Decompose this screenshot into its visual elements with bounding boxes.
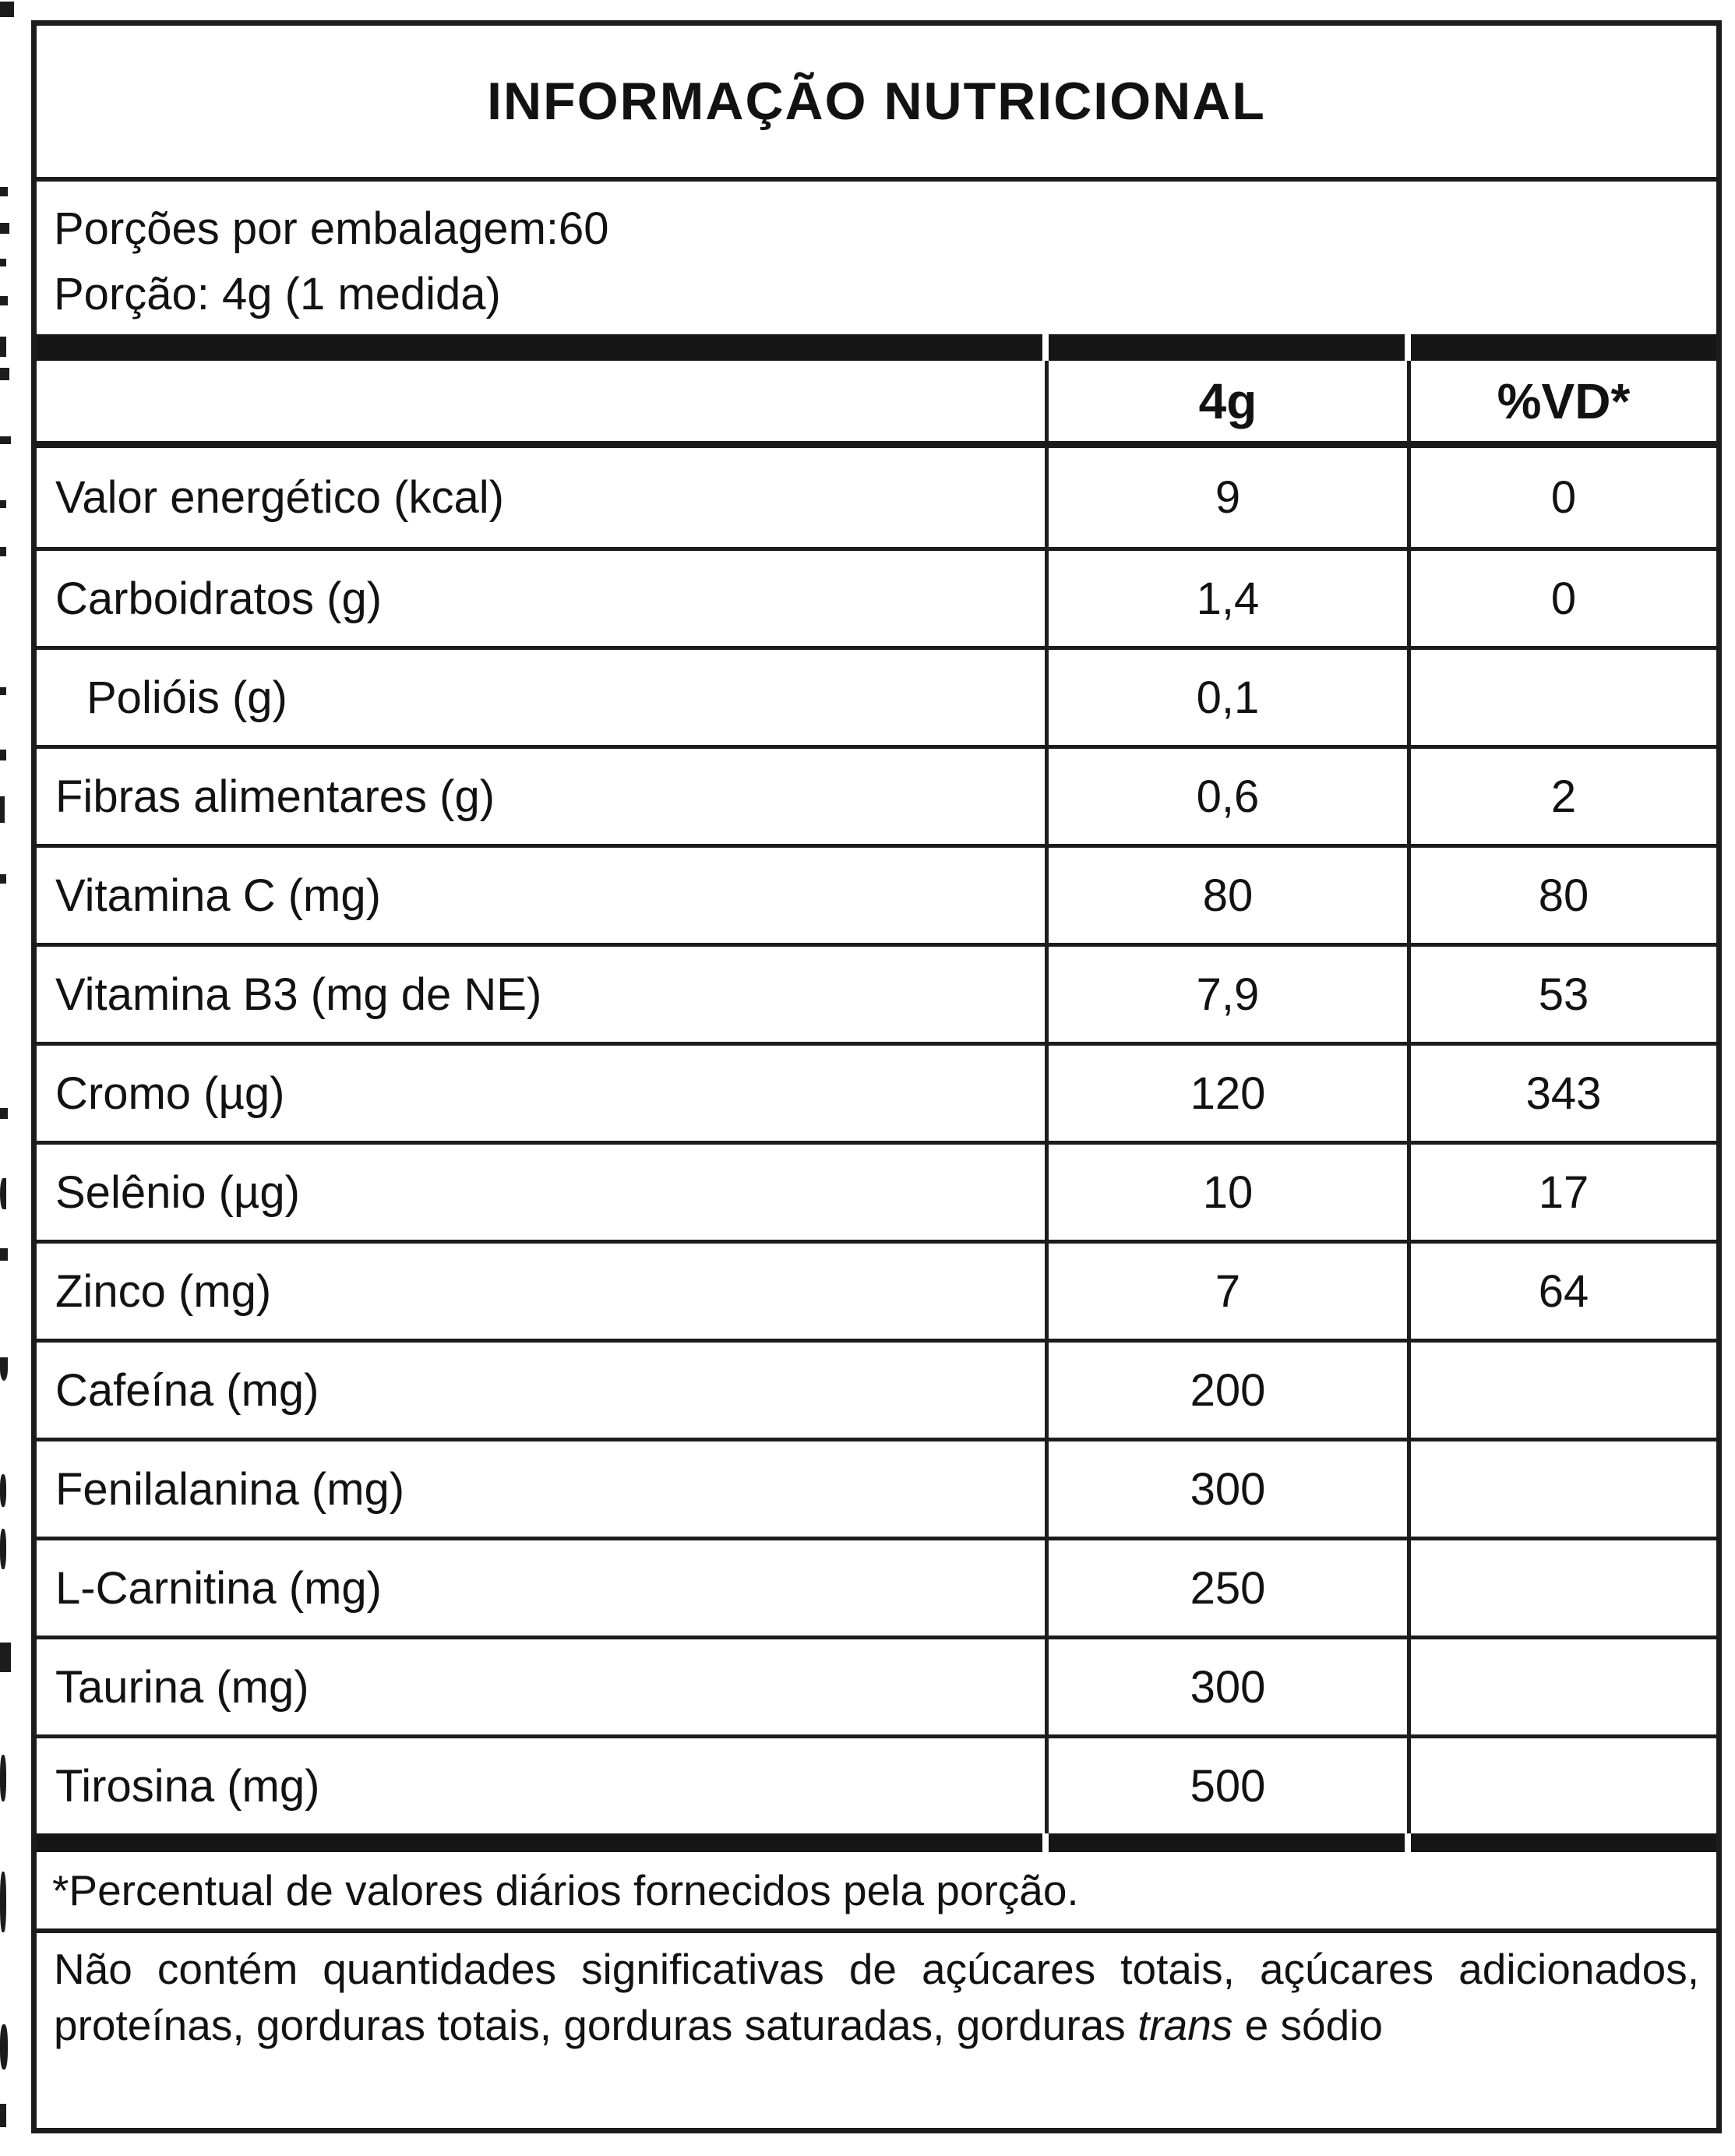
nutrient-amount: 7,9 xyxy=(1045,947,1407,1042)
nutrient-daily-value xyxy=(1407,1639,1716,1734)
table-row xyxy=(37,547,1716,646)
nutrient-name: L-Carnitina (mg) xyxy=(55,1562,382,1614)
nutrient-name: Selênio (µg) xyxy=(55,1166,300,1218)
nutrient-daily-value: 64 xyxy=(1407,1244,1716,1339)
nutrient-daily-value xyxy=(1407,1441,1716,1537)
table-row xyxy=(37,1734,1716,1833)
nutrient-name: Cromo (µg) xyxy=(55,1067,285,1119)
nutrition-facts-table xyxy=(31,20,1722,2133)
nutrient-name: Taurina (mg) xyxy=(55,1661,309,1713)
nutrient-rows xyxy=(37,448,1716,1833)
divider-slit xyxy=(1042,1833,1049,1852)
nutrient-daily-value: 0 xyxy=(1407,448,1716,547)
table-row xyxy=(37,1042,1716,1141)
serving-info-box xyxy=(37,182,1716,334)
thick-divider-top xyxy=(37,334,1716,361)
header-name-cell xyxy=(37,361,1045,441)
column-header-row xyxy=(37,361,1716,448)
table-row xyxy=(37,1636,1716,1734)
nutrient-daily-value: 2 xyxy=(1407,749,1716,844)
divider-slit xyxy=(1042,334,1049,361)
disclaimer-text-part2: e sódio xyxy=(1232,2001,1383,2049)
nutrient-daily-value xyxy=(1407,1738,1716,1833)
left-edge-print-artifacts xyxy=(0,0,23,2156)
insignificant-amounts-note xyxy=(37,1933,1716,2128)
table-row xyxy=(37,844,1716,943)
divider-slit xyxy=(1405,334,1411,361)
nutrient-name: Carboidratos (g) xyxy=(55,573,383,624)
nutrient-name: Tirosina (mg) xyxy=(55,1760,320,1812)
nutrient-daily-value xyxy=(1407,1540,1716,1636)
nutrient-amount: 0,6 xyxy=(1045,749,1407,844)
table-row xyxy=(37,646,1716,745)
nutrient-amount: 1,4 xyxy=(1045,551,1407,646)
nutrient-name: Fibras alimentares (g) xyxy=(55,771,495,822)
servings-per-package: Porções por embalagem:60 xyxy=(54,203,609,254)
nutrient-daily-value: 17 xyxy=(1407,1145,1716,1240)
nutrient-amount: 300 xyxy=(1045,1441,1407,1537)
nutrient-name: Fenilalanina (mg) xyxy=(55,1463,405,1515)
nutrient-name: Valor energético (kcal) xyxy=(55,472,504,523)
table-row xyxy=(37,1240,1716,1339)
table-row xyxy=(37,745,1716,844)
table-row xyxy=(37,1438,1716,1537)
nutrient-name: Vitamina C (mg) xyxy=(55,870,381,921)
table-row xyxy=(37,1141,1716,1240)
nutrient-amount: 120 xyxy=(1045,1046,1407,1141)
divider-slit xyxy=(1405,1833,1411,1852)
nutrient-amount: 7 xyxy=(1045,1244,1407,1339)
header-amount-cell: 4g xyxy=(1045,361,1407,441)
nutrient-name: Cafeína (mg) xyxy=(55,1364,319,1416)
nutrient-daily-value xyxy=(1407,1343,1716,1438)
nutrient-daily-value: 343 xyxy=(1407,1046,1716,1141)
table-row xyxy=(37,1339,1716,1438)
nutrient-amount: 0,1 xyxy=(1045,650,1407,745)
nutrient-amount: 10 xyxy=(1045,1145,1407,1240)
nutrient-amount: 80 xyxy=(1045,848,1407,943)
thick-divider-bottom xyxy=(37,1833,1716,1852)
disclaimer-text-part1: Não contém quantidades significativas de açúcares totais, açúcares adicionados, proteínas, gorduras totais, gorduras saturadas, gorduras xyxy=(54,1945,1699,2049)
table-row xyxy=(37,943,1716,1042)
nutrient-daily-value xyxy=(1407,650,1716,745)
nutrient-amount: 300 xyxy=(1045,1639,1407,1734)
table-title-box xyxy=(37,26,1716,182)
daily-value-footnote: *Percentual de valores diários fornecidos pela porção. xyxy=(37,1852,1716,1933)
serving-size: Porção: 4g (1 medida) xyxy=(54,269,501,319)
nutrient-amount: 500 xyxy=(1045,1738,1407,1833)
nutrient-daily-value: 0 xyxy=(1407,551,1716,646)
nutrient-name: Polióis (g) xyxy=(86,672,287,723)
nutrient-amount: 9 xyxy=(1045,448,1407,547)
table-row xyxy=(37,448,1716,547)
header-dv-cell: %VD* xyxy=(1407,361,1716,441)
table-row xyxy=(37,1537,1716,1636)
nutrient-name: Vitamina B3 (mg de NE) xyxy=(55,969,542,1020)
nutrient-daily-value: 53 xyxy=(1407,947,1716,1042)
nutrient-daily-value: 80 xyxy=(1407,848,1716,943)
nutrient-name: Zinco (mg) xyxy=(55,1265,272,1317)
nutrient-amount: 200 xyxy=(1045,1343,1407,1438)
page-title: INFORMAÇÃO NUTRICIONAL xyxy=(487,72,1266,131)
disclaimer-trans-italic: trans xyxy=(1137,2001,1233,2049)
nutrient-amount: 250 xyxy=(1045,1540,1407,1636)
